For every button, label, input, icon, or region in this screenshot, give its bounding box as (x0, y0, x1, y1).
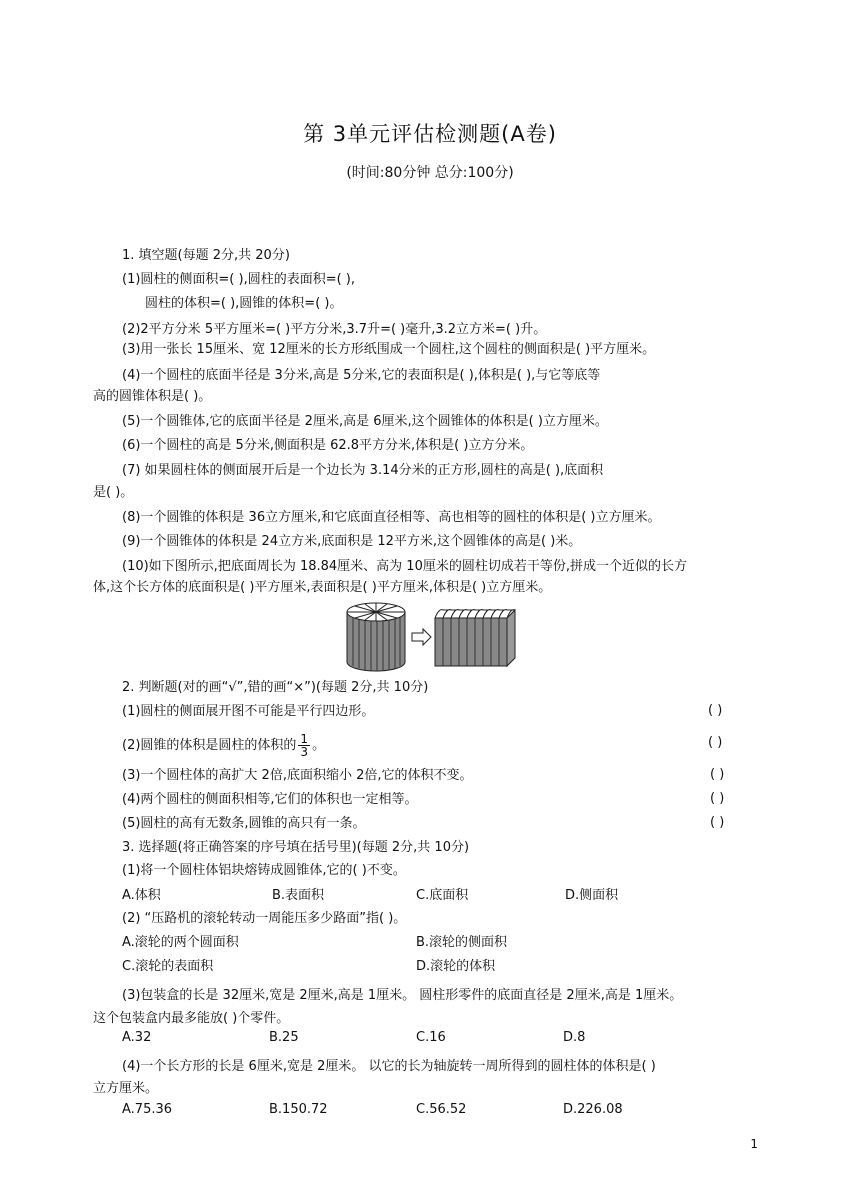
question-line: 是( )。 (93, 485, 134, 500)
choice-option: A.32 (122, 1030, 152, 1045)
choice-option: B.表面积 (272, 888, 325, 903)
choice-question: (2) “压路机的滚轮转动一周能压多少路面”指( )。 (122, 911, 407, 926)
question-line: (7) 如果圆柱体的侧面展开后是一个边长为 3.14分米的正方形,圆柱的高是( ),底面积 (122, 463, 604, 478)
question-line: (4)一个圆柱的底面半径是 3分米,高是 5分米,它的表面积是( ),体积是( ),与它等底等 (122, 368, 601, 383)
page-title: 第 3单元评估检测题(A卷) (303, 122, 557, 146)
judgment-item: (4)两个圆柱的侧面积相等,它们的体积也一定相等。 (122, 792, 418, 807)
fraction-numerator: 1 (300, 732, 309, 746)
judgment-text: (2)圆锥的体积是圆柱的体积的 (122, 738, 297, 753)
answer-paren: ( ) (710, 791, 725, 806)
fraction (298, 733, 310, 758)
section2-heading: 2. 判断题(对的画“√”,错的画“×”)(每题 2分,共 10分) (122, 680, 429, 695)
exam-info: (时间:80分钟 总分:100分) (346, 165, 514, 181)
arrow-right-icon (412, 629, 431, 645)
answer-paren: ( ) (710, 815, 725, 830)
question-line: (2)2平方分米 5平方厘米=( )平方分米,3.7升=( )毫升,3.2立方米=( )升。 (122, 322, 547, 337)
choice-option: C.56.52 (416, 1102, 467, 1117)
fraction-denominator: 3 (300, 745, 309, 759)
answer-paren: ( ) (708, 735, 723, 750)
choice-option: C.滚轮的表面积 (122, 959, 214, 974)
choice-option: D.滚轮的体积 (416, 959, 496, 974)
choice-question: (1)将一个圆柱体铝块熔铸成圆锥体,它的( )不变。 (122, 863, 406, 878)
choice-question: (3)包装盒的长是 32厘米,宽是 2厘米,高是 1厘米。 圆柱形零件的底面直径是 2厘米,高是 1厘米。 (122, 988, 683, 1003)
choice-option: A.滚轮的两个圆面积 (122, 935, 239, 950)
judgment-item (122, 733, 325, 758)
choice-option: A.体积 (122, 888, 161, 903)
cuboid-icon (435, 610, 515, 666)
question-line: (9)一个圆锥体的体积是 24立方米,底面积是 12平方米,这个圆锥体的高是( )米。 (122, 534, 582, 549)
choice-option: D.226.08 (563, 1102, 623, 1117)
cylinder-to-cuboid-figure (345, 600, 520, 672)
section3-heading: 3. 选择题(将正确答案的序号填在括号里)(每题 2分,共 10分) (122, 840, 470, 855)
choice-option: B.滚轮的侧面积 (416, 935, 508, 950)
choice-question: (4)一个长方形的长是 6厘米,宽是 2厘米。 以它的长为轴旋转一周所得到的圆柱体的体积是( ) (122, 1059, 656, 1074)
page-number: 1 (750, 1137, 758, 1151)
judgment-text-tail: 。 (312, 738, 326, 753)
judgment-item: (5)圆柱的高有无数条,圆锥的高只有一条。 (122, 816, 366, 831)
question-line: (10)如下图所示,把底面周长为 18.84厘米、高为 10厘米的圆柱切成若干等份,拼成一个近似的长方 (122, 559, 687, 574)
choice-option: D.侧面积 (565, 888, 619, 903)
choice-option: B.150.72 (269, 1102, 328, 1117)
choice-option: D.8 (563, 1030, 586, 1045)
question-line: (6)一个圆柱的高是 5分米,侧面积是 62.8平方分米,体积是( )立方分米。 (122, 438, 534, 453)
choice-option: A.75.36 (122, 1102, 173, 1117)
section1-heading: 1. 填空题(每题 2分,共 20分) (122, 248, 290, 263)
judgment-item: (3)一个圆柱体的高扩大 2倍,底面积缩小 2倍,它的体积不变。 (122, 768, 473, 783)
choice-option: C.16 (416, 1030, 446, 1045)
question-line: (3)用一张长 15厘米、宽 12厘米的长方形纸围成一个圆柱,这个圆柱的侧面积是( )平方厘米。 (122, 342, 656, 357)
judgment-item: (1)圆柱的侧面展开图不可能是平行四边形。 (122, 704, 375, 719)
question-line: (5)一个圆锥体,它的底面半径是 2厘米,高是 6厘米,这个圆锥体的体积是( )立方厘米。 (122, 414, 608, 429)
question-line: 体,这个长方体的底面积是( )平方厘米,表面积是( )平方厘米,体积是( )立方厘米。 (93, 580, 552, 595)
choice-question: 立方厘米。 (93, 1081, 159, 1096)
question-line: 高的圆锥体积是( )。 (93, 389, 212, 404)
choice-option: C.底面积 (416, 888, 469, 903)
choice-option: B.25 (269, 1030, 299, 1045)
question-line: 圆柱的体积=( ),圆锥的体积=( )。 (145, 296, 343, 311)
answer-paren: ( ) (710, 767, 725, 782)
question-line: (1)圆柱的侧面积=( ),圆柱的表面积=( ), (122, 272, 356, 287)
question-line: (8)一个圆锥的体积是 36立方厘米,和它底面直径相等、高也相等的圆柱的体积是( )立方厘米。 (122, 510, 661, 525)
choice-question: 这个包装盒内最多能放( )个零件。 (93, 1011, 290, 1026)
sliced-cylinder-icon (347, 603, 405, 671)
answer-paren: ( ) (708, 703, 723, 718)
